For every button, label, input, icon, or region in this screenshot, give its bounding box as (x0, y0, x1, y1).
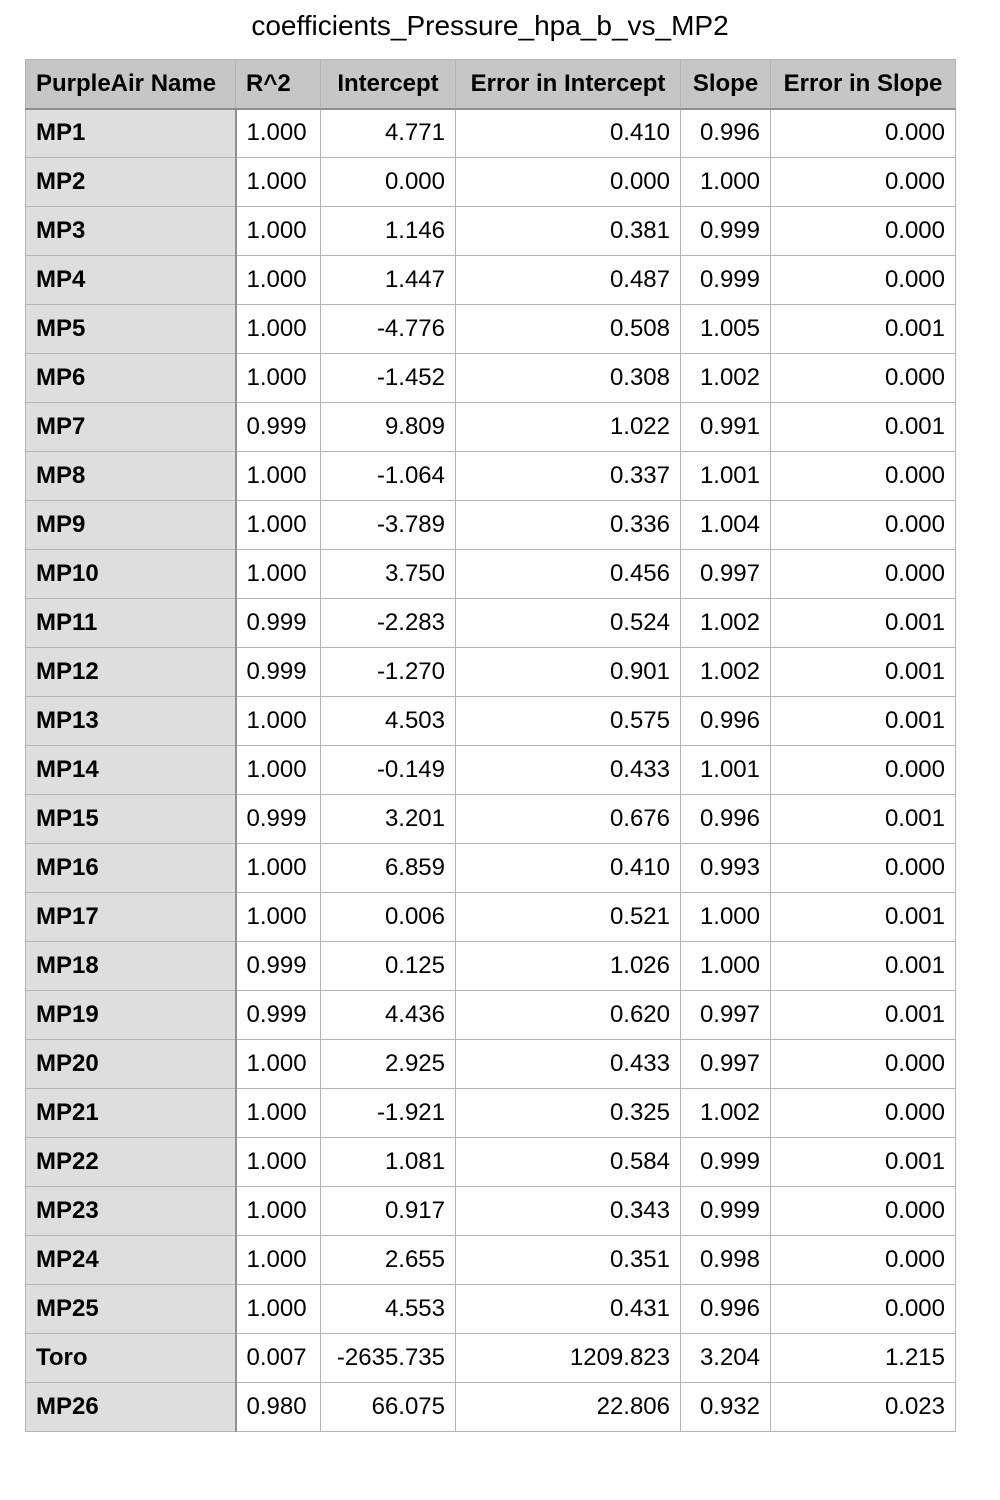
error-in-slope-cell: 0.000 (771, 207, 956, 256)
r-squared-cell: 1.000 (236, 354, 321, 403)
slope-cell: 1.001 (681, 746, 771, 795)
table-row (26, 1334, 956, 1383)
error-in-slope-cell: 0.001 (771, 795, 956, 844)
intercept-cell: -3.789 (321, 501, 456, 550)
purpleair-name-cell: MP17 (26, 893, 236, 942)
error-in-slope-cell: 1.215 (771, 1334, 956, 1383)
intercept-cell: -1.921 (321, 1089, 456, 1138)
purpleair-name-cell: MP20 (26, 1040, 236, 1089)
error-in-intercept-cell: 1.026 (456, 942, 681, 991)
purpleair-name-cell: MP18 (26, 942, 236, 991)
error-in-intercept-cell: 0.381 (456, 207, 681, 256)
error-in-intercept-cell: 0.508 (456, 305, 681, 354)
purpleair-name-cell: MP3 (26, 207, 236, 256)
slope-cell: 1.002 (681, 648, 771, 697)
table-row (26, 1187, 956, 1236)
table-row (26, 1040, 956, 1089)
purpleair-name-cell: MP4 (26, 256, 236, 305)
table-row (26, 844, 956, 893)
slope-cell: 1.000 (681, 942, 771, 991)
error-in-slope-cell: 0.001 (771, 599, 956, 648)
intercept-cell: 0.006 (321, 893, 456, 942)
table-row (26, 1285, 956, 1334)
r-squared-cell: 1.000 (236, 1236, 321, 1285)
slope-cell: 1.000 (681, 893, 771, 942)
intercept-cell: 4.553 (321, 1285, 456, 1334)
table-row (26, 648, 956, 697)
purpleair-name-cell: MP12 (26, 648, 236, 697)
r-squared-cell: 1.000 (236, 501, 321, 550)
table-row (26, 550, 956, 599)
table-row (26, 746, 956, 795)
intercept-cell: 3.750 (321, 550, 456, 599)
error-in-intercept-cell: 0.410 (456, 109, 681, 158)
error-in-intercept-cell: 0.433 (456, 1040, 681, 1089)
error-in-intercept-cell: 0.487 (456, 256, 681, 305)
error-in-slope-cell: 0.001 (771, 697, 956, 746)
purpleair-name-cell: MP10 (26, 550, 236, 599)
intercept-cell: -1.064 (321, 452, 456, 501)
error-in-slope-cell: 0.000 (771, 1040, 956, 1089)
intercept-cell: 2.925 (321, 1040, 456, 1089)
slope-cell: 0.999 (681, 256, 771, 305)
r-squared-cell: 1.000 (236, 697, 321, 746)
r-squared-cell: 1.000 (236, 1187, 321, 1236)
error-in-slope-cell: 0.000 (771, 109, 956, 158)
purpleair-name-cell: MP2 (26, 158, 236, 207)
error-in-intercept-cell: 0.575 (456, 697, 681, 746)
error-in-intercept-cell: 0.000 (456, 158, 681, 207)
column-header-slope: Slope (681, 60, 771, 109)
purpleair-name-cell: MP15 (26, 795, 236, 844)
error-in-intercept-cell: 0.584 (456, 1138, 681, 1187)
column-header-error-in-intercept: Error in Intercept (456, 60, 681, 109)
error-in-intercept-cell: 0.524 (456, 599, 681, 648)
intercept-cell: 1.081 (321, 1138, 456, 1187)
table-body (26, 109, 956, 1432)
error-in-intercept-cell: 0.521 (456, 893, 681, 942)
error-in-intercept-cell: 0.676 (456, 795, 681, 844)
table-row (26, 452, 956, 501)
error-in-slope-cell: 0.001 (771, 648, 956, 697)
intercept-cell: -1.452 (321, 354, 456, 403)
purpleair-name-cell: MP21 (26, 1089, 236, 1138)
slope-cell: 0.991 (681, 403, 771, 452)
error-in-intercept-cell: 0.336 (456, 501, 681, 550)
error-in-slope-cell: 0.000 (771, 1285, 956, 1334)
r-squared-cell: 1.000 (236, 1089, 321, 1138)
error-in-intercept-cell: 0.410 (456, 844, 681, 893)
purpleair-name-cell: MP24 (26, 1236, 236, 1285)
slope-cell: 0.998 (681, 1236, 771, 1285)
purpleair-name-cell: MP25 (26, 1285, 236, 1334)
slope-cell: 0.996 (681, 109, 771, 158)
table-row (26, 599, 956, 648)
error-in-slope-cell: 0.001 (771, 942, 956, 991)
error-in-intercept-cell: 0.325 (456, 1089, 681, 1138)
purpleair-name-cell: MP26 (26, 1383, 236, 1432)
r-squared-cell: 1.000 (236, 844, 321, 893)
error-in-slope-cell: 0.000 (771, 844, 956, 893)
r-squared-cell: 1.000 (236, 256, 321, 305)
slope-cell: 1.004 (681, 501, 771, 550)
r-squared-cell: 1.000 (236, 1285, 321, 1334)
error-in-intercept-cell: 0.433 (456, 746, 681, 795)
error-in-slope-cell: 0.000 (771, 158, 956, 207)
intercept-cell: 4.771 (321, 109, 456, 158)
table-row (26, 403, 956, 452)
intercept-cell: -2635.735 (321, 1334, 456, 1383)
table-row (26, 1089, 956, 1138)
slope-cell: 0.999 (681, 1187, 771, 1236)
error-in-slope-cell: 0.000 (771, 354, 956, 403)
r-squared-cell: 1.000 (236, 452, 321, 501)
intercept-cell: 9.809 (321, 403, 456, 452)
error-in-intercept-cell: 0.901 (456, 648, 681, 697)
purpleair-name-cell: MP9 (26, 501, 236, 550)
error-in-slope-cell: 0.000 (771, 501, 956, 550)
error-in-intercept-cell: 0.351 (456, 1236, 681, 1285)
error-in-intercept-cell: 22.806 (456, 1383, 681, 1432)
r-squared-cell: 0.999 (236, 942, 321, 991)
purpleair-name-cell: MP7 (26, 403, 236, 452)
table-row (26, 893, 956, 942)
error-in-intercept-cell: 0.620 (456, 991, 681, 1040)
r-squared-cell: 1.000 (236, 746, 321, 795)
slope-cell: 0.999 (681, 1138, 771, 1187)
intercept-cell: 4.436 (321, 991, 456, 1040)
table-row (26, 109, 956, 158)
purpleair-name-cell: MP13 (26, 697, 236, 746)
coefficients-table (25, 59, 956, 1432)
purpleair-name-cell: MP11 (26, 599, 236, 648)
column-header-intercept: Intercept (321, 60, 456, 109)
error-in-slope-cell: 0.001 (771, 403, 956, 452)
intercept-cell: -0.149 (321, 746, 456, 795)
slope-cell: 0.996 (681, 697, 771, 746)
error-in-intercept-cell: 0.308 (456, 354, 681, 403)
table-row (26, 991, 956, 1040)
error-in-slope-cell: 0.000 (771, 1236, 956, 1285)
r-squared-cell: 1.000 (236, 893, 321, 942)
r-squared-cell: 0.999 (236, 599, 321, 648)
error-in-intercept-cell: 0.456 (456, 550, 681, 599)
error-in-slope-cell: 0.001 (771, 1138, 956, 1187)
table-row (26, 942, 956, 991)
slope-cell: 0.997 (681, 550, 771, 599)
purpleair-name-cell: MP5 (26, 305, 236, 354)
slope-cell: 1.001 (681, 452, 771, 501)
error-in-slope-cell: 0.001 (771, 991, 956, 1040)
r-squared-cell: 1.000 (236, 158, 321, 207)
table-row (26, 697, 956, 746)
slope-cell: 0.993 (681, 844, 771, 893)
purpleair-name-cell: MP22 (26, 1138, 236, 1187)
header-row (26, 60, 956, 109)
purpleair-name-cell: MP16 (26, 844, 236, 893)
r-squared-cell: 0.999 (236, 795, 321, 844)
error-in-slope-cell: 0.000 (771, 746, 956, 795)
r-squared-cell: 1.000 (236, 1138, 321, 1187)
table-row (26, 207, 956, 256)
table-row (26, 256, 956, 305)
slope-cell: 0.997 (681, 991, 771, 1040)
error-in-slope-cell: 0.001 (771, 893, 956, 942)
intercept-cell: -4.776 (321, 305, 456, 354)
slope-cell: 1.002 (681, 599, 771, 648)
error-in-slope-cell: 0.000 (771, 1089, 956, 1138)
slope-cell: 1.005 (681, 305, 771, 354)
purpleair-name-cell: MP6 (26, 354, 236, 403)
slope-cell: 0.997 (681, 1040, 771, 1089)
error-in-slope-cell: 0.000 (771, 452, 956, 501)
error-in-slope-cell: 0.001 (771, 305, 956, 354)
intercept-cell: 1.447 (321, 256, 456, 305)
table-row (26, 1138, 956, 1187)
purpleair-name-cell: Toro (26, 1334, 236, 1383)
slope-cell: 3.204 (681, 1334, 771, 1383)
purpleair-name-cell: MP1 (26, 109, 236, 158)
column-header-purpleair-name: PurpleAir Name (26, 60, 236, 109)
r-squared-cell: 0.999 (236, 403, 321, 452)
slope-cell: 0.996 (681, 1285, 771, 1334)
intercept-cell: -2.283 (321, 599, 456, 648)
error-in-intercept-cell: 0.431 (456, 1285, 681, 1334)
slope-cell: 0.999 (681, 207, 771, 256)
intercept-cell: 66.075 (321, 1383, 456, 1432)
error-in-intercept-cell: 0.337 (456, 452, 681, 501)
purpleair-name-cell: MP23 (26, 1187, 236, 1236)
r-squared-cell: 0.007 (236, 1334, 321, 1383)
intercept-cell: 6.859 (321, 844, 456, 893)
r-squared-cell: 0.999 (236, 991, 321, 1040)
intercept-cell: 3.201 (321, 795, 456, 844)
r-squared-cell: 1.000 (236, 1040, 321, 1089)
slope-cell: 1.002 (681, 1089, 771, 1138)
table-row (26, 158, 956, 207)
r-squared-cell: 1.000 (236, 305, 321, 354)
table-row (26, 501, 956, 550)
table-row (26, 795, 956, 844)
slope-cell: 0.932 (681, 1383, 771, 1432)
table-row (26, 1236, 956, 1285)
purpleair-name-cell: MP19 (26, 991, 236, 1040)
table-title: coefficients_Pressure_hpa_b_vs_MP2 (251, 10, 729, 41)
table-row (26, 305, 956, 354)
error-in-intercept-cell: 1209.823 (456, 1334, 681, 1383)
error-in-intercept-cell: 1.022 (456, 403, 681, 452)
error-in-slope-cell: 0.000 (771, 550, 956, 599)
r-squared-cell: 0.980 (236, 1383, 321, 1432)
purpleair-name-cell: MP8 (26, 452, 236, 501)
intercept-cell: 4.503 (321, 697, 456, 746)
intercept-cell: 1.146 (321, 207, 456, 256)
r-squared-cell: 1.000 (236, 207, 321, 256)
r-squared-cell: 1.000 (236, 550, 321, 599)
slope-cell: 1.000 (681, 158, 771, 207)
r-squared-cell: 0.999 (236, 648, 321, 697)
intercept-cell: 0.917 (321, 1187, 456, 1236)
slope-cell: 0.996 (681, 795, 771, 844)
slope-cell: 1.002 (681, 354, 771, 403)
error-in-intercept-cell: 0.343 (456, 1187, 681, 1236)
intercept-cell: -1.270 (321, 648, 456, 697)
column-header-error-in-slope: Error in Slope (771, 60, 956, 109)
error-in-slope-cell: 0.023 (771, 1383, 956, 1432)
table-row (26, 1383, 956, 1432)
column-header-r-squared: R^2 (236, 60, 321, 109)
intercept-cell: 0.000 (321, 158, 456, 207)
intercept-cell: 2.655 (321, 1236, 456, 1285)
error-in-slope-cell: 0.000 (771, 1187, 956, 1236)
table-row (26, 354, 956, 403)
r-squared-cell: 1.000 (236, 109, 321, 158)
error-in-slope-cell: 0.000 (771, 256, 956, 305)
intercept-cell: 0.125 (321, 942, 456, 991)
purpleair-name-cell: MP14 (26, 746, 236, 795)
